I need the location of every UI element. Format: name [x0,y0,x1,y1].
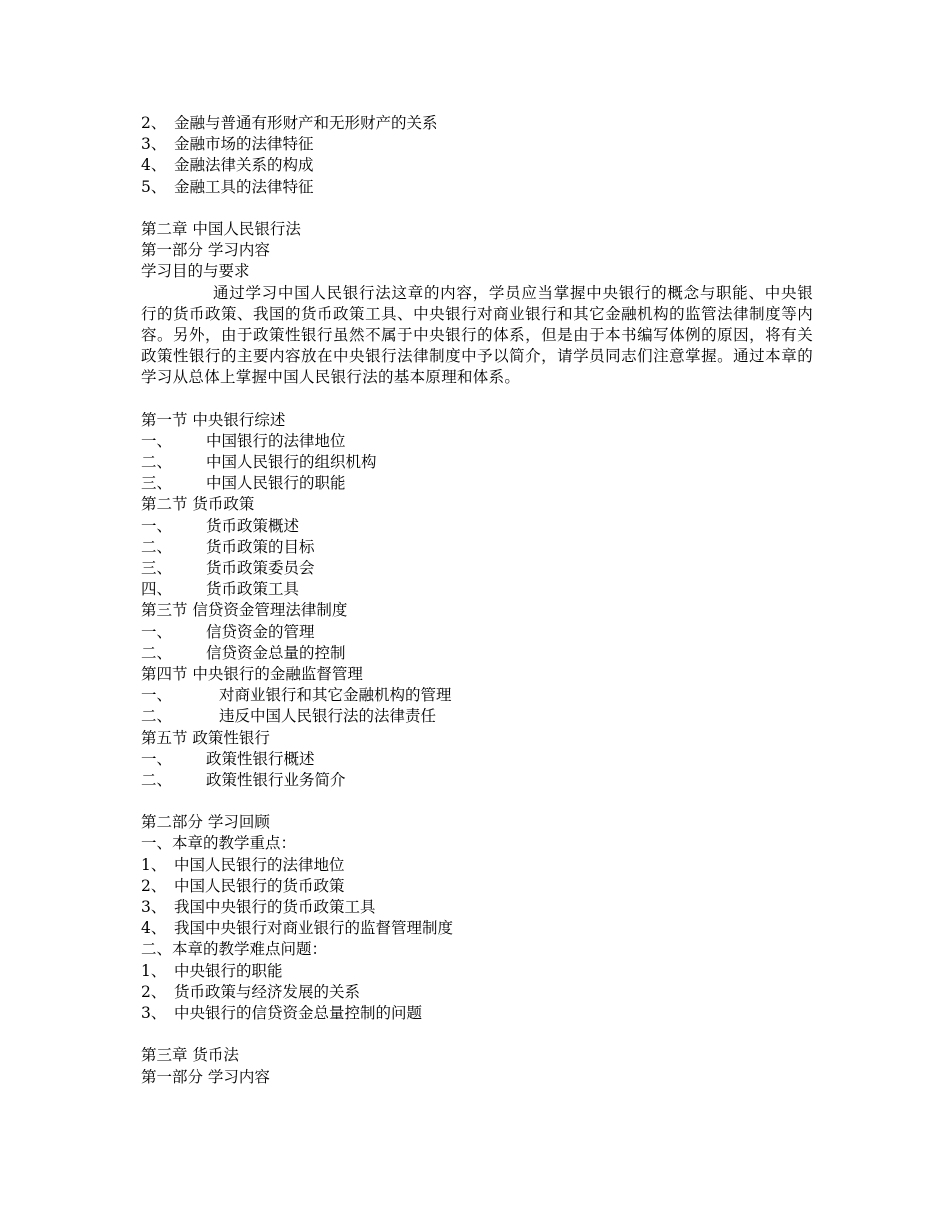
list-item: 3、 中央银行的信贷资金总量控制的问题 [141,1003,423,1022]
part-heading: 第二部分 学习回顾 [141,813,270,832]
list-item: 2、 货币政策与经济发展的关系 [141,982,361,1001]
list-item: 一、 对商业银行和其它金融机构的管理 [141,686,452,705]
section-title: 第一节 中央银行综述 [141,410,286,429]
difficult-points-heading: 二、本章的教学难点问题： [141,940,328,959]
list-item: 2、 金融与普通有形财产和无形财产的关系 [141,114,438,132]
key-points-heading: 一、本章的教学重点： [141,834,297,853]
list-item: 二、 中国人民银行的组织机构 [141,453,377,472]
part-heading: 第一部分 学习内容 [141,1067,270,1086]
list-item: 一、 政策性银行概述 [141,749,315,768]
list-item: 二、 政策性银行业务简介 [141,770,346,789]
list-item: 4、 我国中央银行对商业银行的监督管理制度 [141,919,454,938]
list-item: 3、 我国中央银行的货币政策工具 [141,898,376,917]
list-item: 三、 中国人民银行的职能 [141,474,346,493]
list-item: 一、 中国银行的法律地位 [141,431,346,450]
list-item: 4、 金融法律关系的构成 [141,156,314,175]
list-item: 1、 中国人民银行的法律地位 [141,855,345,874]
section-title: 第四节 中央银行的金融监督管理 [141,664,363,683]
section-title: 第三节 信贷资金管理法律制度 [141,601,348,620]
chapter-title: 第二章 中国人民银行法 [141,219,301,238]
list-item: 一、 信贷资金的管理 [141,622,315,641]
list-item: 5、 金融工具的法律特征 [141,177,314,196]
list-item: 二、 违反中国人民银行法的法律责任 [141,707,437,726]
list-item: 1、 中央银行的职能 [141,961,283,980]
goal-heading: 学习目的与要求 [141,262,250,281]
list-item: 2、 中国人民银行的货币政策 [141,876,345,895]
section-title: 第五节 政策性银行 [141,728,270,747]
section-title: 第二节 货币政策 [141,495,255,514]
list-item: 二、 信贷资金总量的控制 [141,643,346,662]
list-item: 3、 金融市场的法律特征 [141,135,314,154]
list-item: 二、 货币政策的目标 [141,537,315,556]
list-item: 四、 货币政策工具 [141,580,300,599]
document-body [141,113,813,1088]
list-item: 三、 货币政策委员会 [141,559,315,578]
goal-paragraph: 通过学习中国人民银行法这章的内容，学员应当掌握中央银行的概念与职能、中央银行的货币政策、我国的货币政策工具、中央银行对商业银行和其它金融机构的监管法律制度等内容。另外，由于政策性银行虽然不属于中央银行的体系，但是由于本书编写体例的原因，将有关政策性银行的主要内容放在中央银行法律制度中予以简介，请学员同志们注意掌握。通过本章的学习从总体上掌握中国人民银行法的基本原理和体系。 [141,283,813,387]
part-heading: 第一部分 学习内容 [141,241,270,260]
chapter-title: 第三章 货币法 [141,1046,239,1065]
list-item: 一、 货币政策概述 [141,516,300,535]
